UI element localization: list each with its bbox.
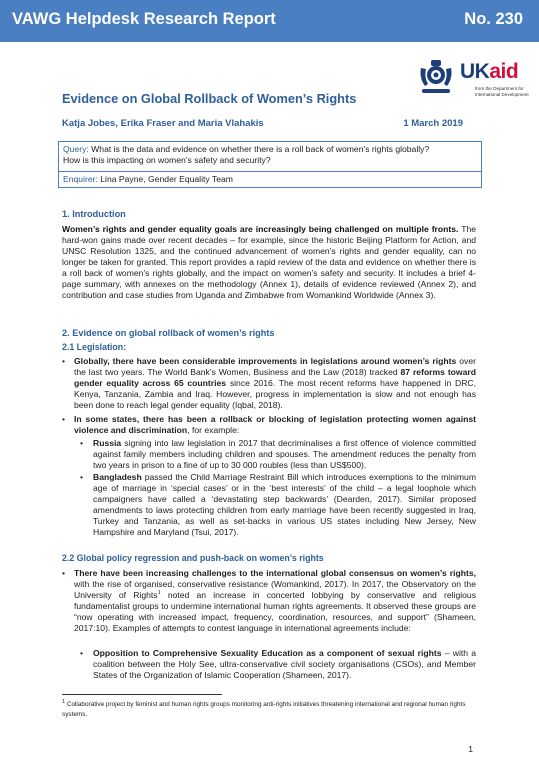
section-heading-evidence: 2. Evidence on global rollback of women’s rights — [62, 328, 275, 338]
sub-bullet-item: • Opposition to Comprehensive Sexuality Education as a component of sexual rights – with a coalition between the Holy See, ultra-conservative civil society organisations (CSOs), and Member States of the Organization of Islamic Cooperation (Shameen, 2017). — [80, 648, 476, 680]
logo-tagline: from the Department for International Development — [475, 86, 529, 97]
query-box — [58, 141, 482, 188]
enquirer: Enquirer: Lina Payne, Gender Equality Team — [63, 174, 233, 184]
subsection-heading-legislation: 2.1 Legislation: — [62, 342, 127, 352]
ukaid-wordmark: UKaid — [460, 60, 519, 83]
subsection-heading-global-policy: 2.2 Global policy regression and push-back on women’s rights — [62, 553, 324, 563]
footnote-ref: 1 — [157, 590, 161, 597]
footnote-divider — [62, 694, 222, 695]
bullet-item: • There have been increasing challenges to the international global consensus on women’s rights, with the rise of organised, conservative resistance (Womankind, 2017). In 2017, the Observatory on the University of Rights$^1$ noted an increase in concerted lobbying by conservative and religious fundamentalist groups to undermine international human rights agreements. It observed these groups are “now operating with increased impact, frequency, coordination, resources, and support” (Shameen, 2017:10). Examples of attempts to contest language in international agreements include: — [62, 568, 476, 633]
bullet-icon: • — [80, 438, 84, 448]
bullet-item: • In some states, there has been a rollback or blocking of legislation protecting women against violence and discrimination, for example: — [62, 414, 476, 435]
royal-crest-icon — [416, 58, 456, 98]
query-divider — [59, 171, 481, 172]
query-text: Query: What is the data and evidence on whether there is a roll back of women’s rights globally? — [63, 144, 430, 154]
report-banner — [0, 0, 539, 42]
page-number: 1 — [468, 744, 473, 754]
section-heading-introduction: 1. Introduction — [62, 209, 126, 219]
document-title: Evidence on Global Rollback of Women’s Rights — [62, 91, 357, 106]
document-authors: Katja Jobes, Erika Fraser and Maria Vlahakis — [62, 118, 264, 129]
sub-bullet-item: • Russia signing into law legislation in 2017 that decriminalises a first offence of violence committed against family members including children and spouses. The amendment reduces the penalty from two years in prison to a fine of up to 30 000 roubles (less than US$500). — [80, 438, 476, 470]
bullet-icon: • — [62, 568, 66, 578]
document-date: 1 March 2019 — [403, 118, 463, 129]
bullet-icon: • — [62, 356, 66, 366]
sub-bullet-item: • Bangladesh passed the Child Marriage Restraint Bill which introduces exemptions to the minimum age of marriage in ‘special cases’ or in the ‘best interests’ of the child – a legal loophole which campaigners have called a ‘devastating step backwards’ (Dearden, 2017). Similar proposed amendments to laws protecting children from early marriage have been recently suggested in Iraq, Turkey and Tanzania, as well as set-backs in various US states including New Jersey, New Hampshire and Maryland (Tsui, 2017). — [80, 472, 476, 537]
ukaid-logo — [416, 56, 528, 102]
bullet-item: • Globally, there have been considerable improvements in legislations around women’s rights over the last two years. The World Bank’s Women, Business and the Law (2018) tracked 87 reforms toward gender equality across 65 countries since 2016. The most recent reforms have happened in DRC, Kenya, Tanzania, Zambia and Iraq. However, progress in implementation is slow and not enough has been done to reach legal gender equality (Iqbal, 2018). — [62, 356, 477, 410]
bullet-icon: • — [80, 648, 84, 658]
footnote: $^1$ Collaborative project by feminist and human rights groups monitoring anti-rights initiatives threatening international and regional human rights systems. — [62, 698, 466, 718]
query-text-line-2: How is this impacting on women’s safety and security? — [63, 155, 271, 166]
bullet-icon: • — [62, 414, 66, 424]
report-number: No. 230 — [464, 10, 523, 28]
intro-paragraph: Women’s rights and gender equality goals are increasingly being challenged on multiple fronts. The hard-won gains made over recent decades – for example, since the historic Beijing Platform for Action, and UNSC Resolution 1325, and the continued advancement of women’s rights and gender equality, can no longer be taken for granted. This report provides a rapid review of the data and evidence on whether there is a roll back of women’s rights globally, and the impact on women’s safety and security. It includes a brief 4-page summary, with annexes on the methodology (Annex 1), details of evidence reviewed (Annex 2), and contribution and case studies from Uganda and Zimbabwe from Womankind Worldwide (Annex 3). — [62, 224, 477, 300]
series-title: VAWG Helpdesk Research Report — [12, 10, 276, 28]
bullet-icon: • — [80, 472, 84, 482]
